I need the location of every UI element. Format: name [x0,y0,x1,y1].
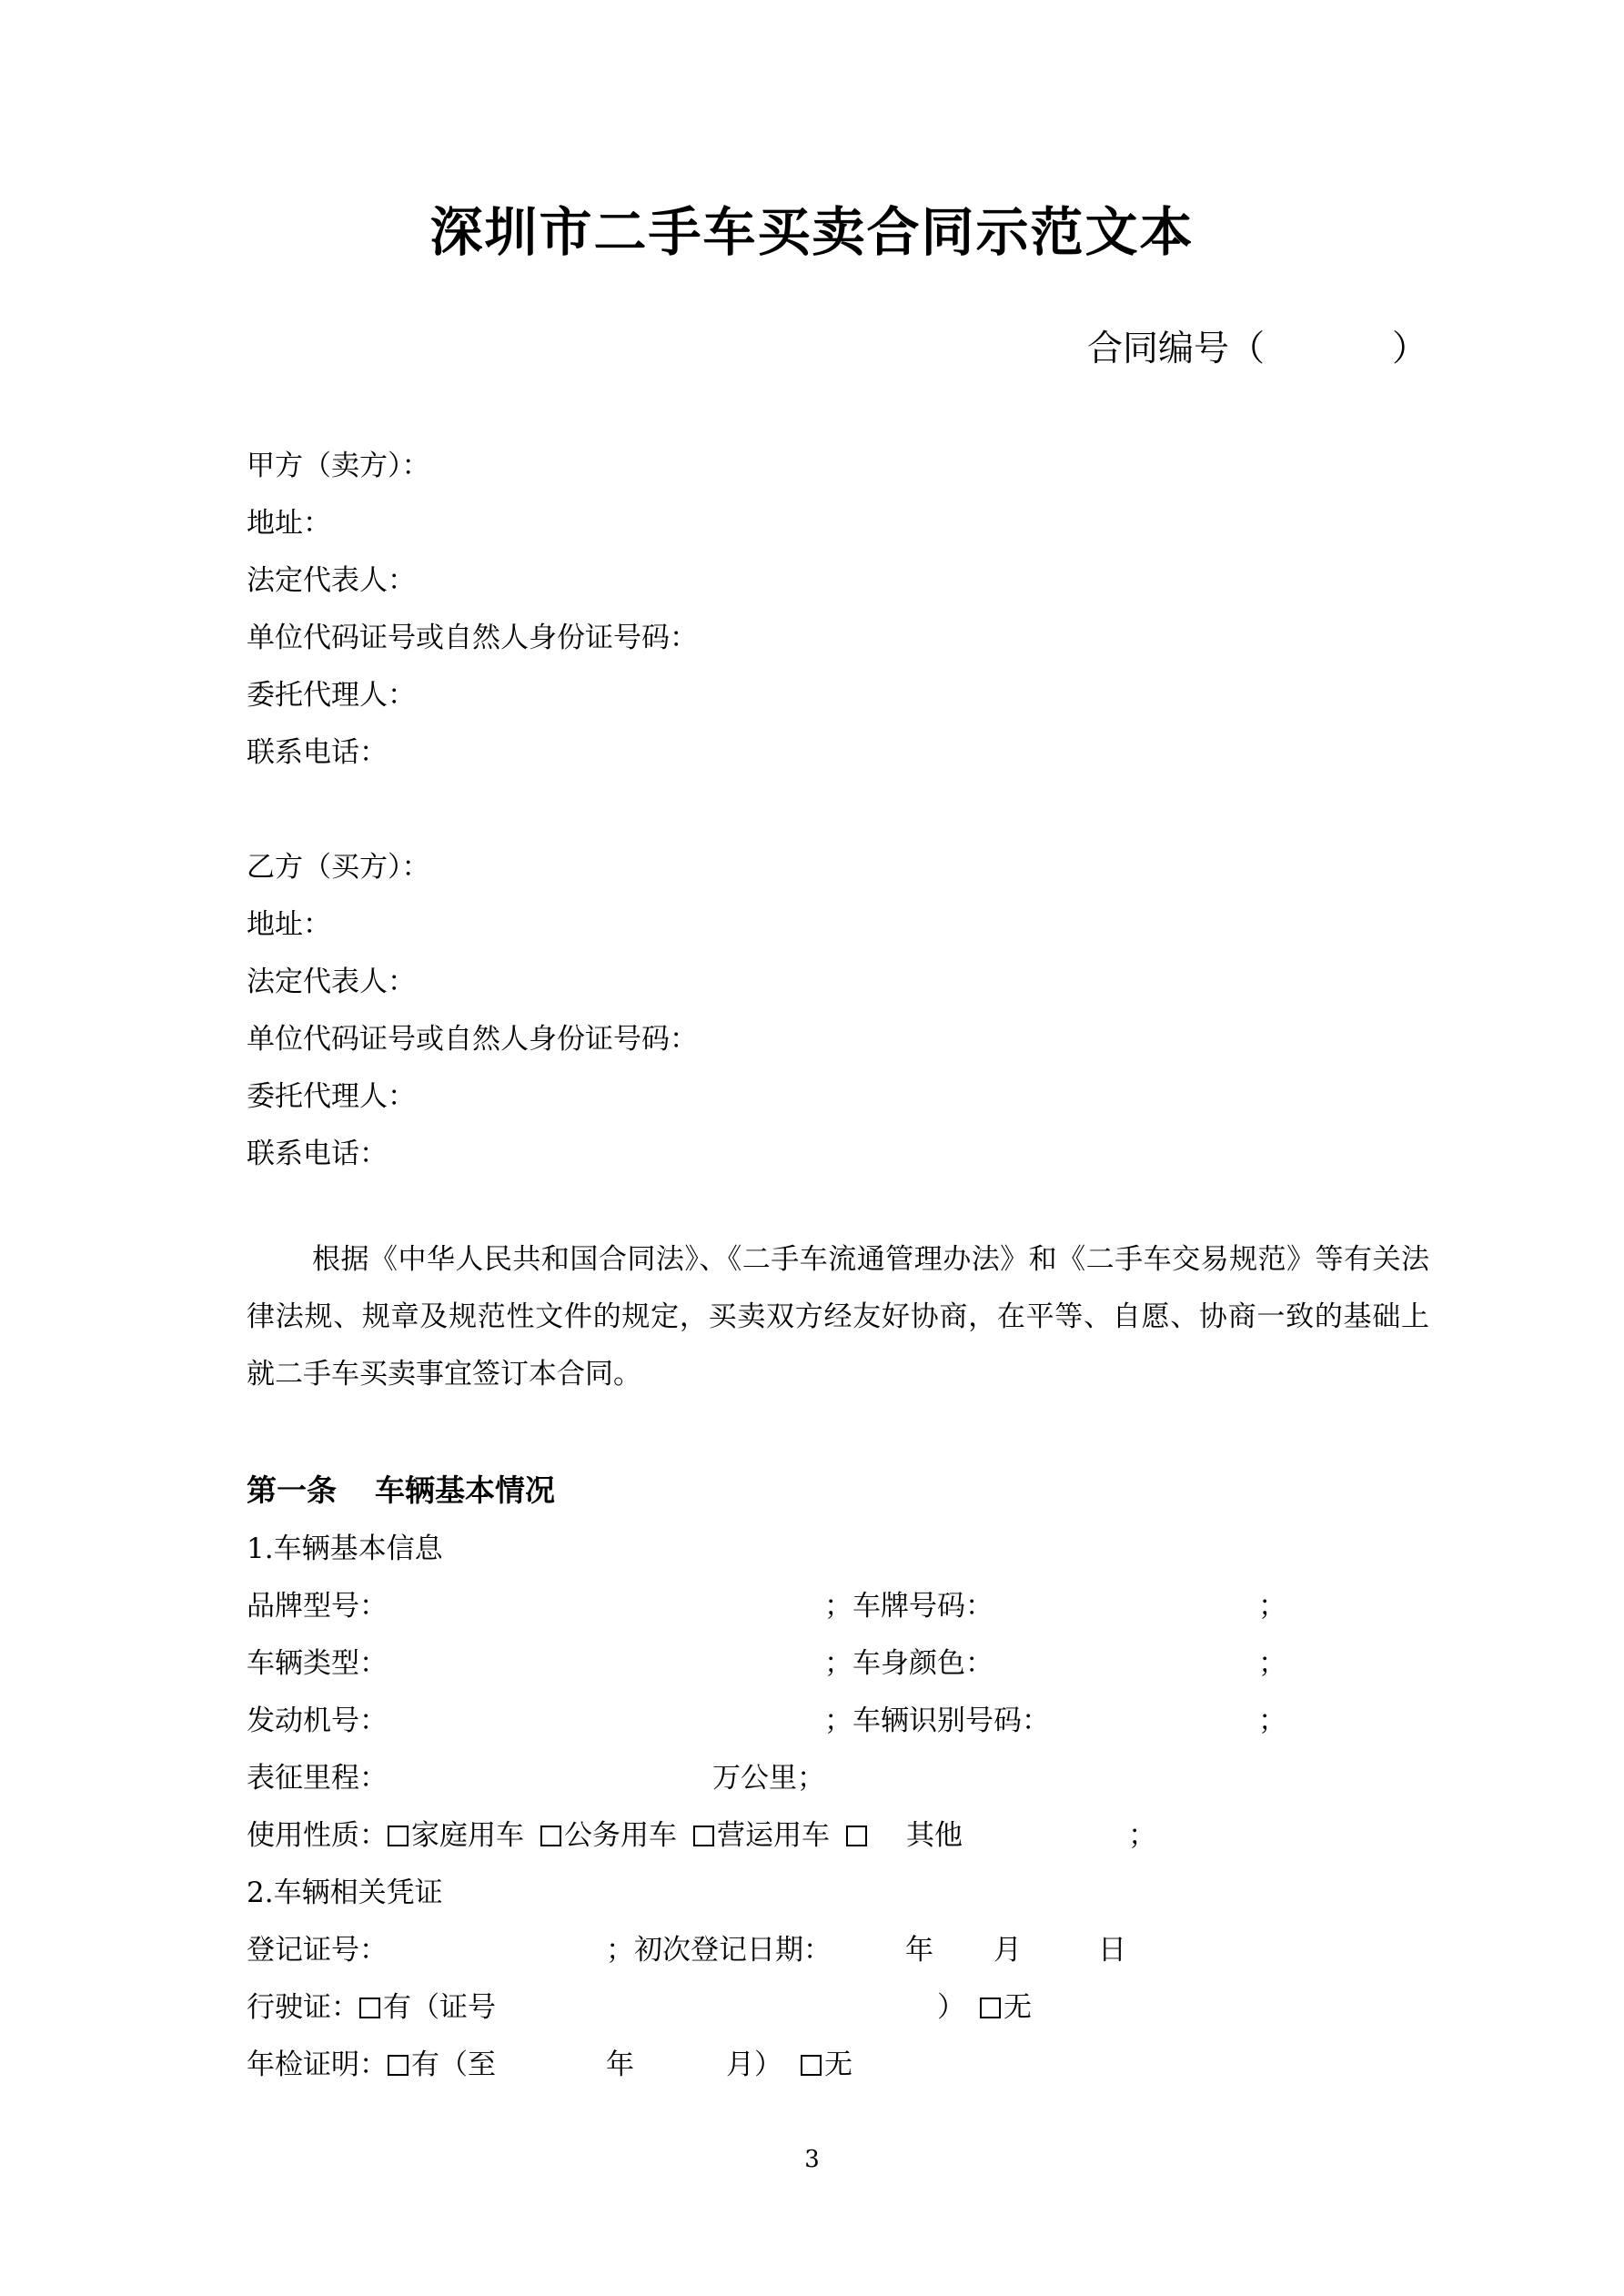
usage-option-other: 其他 [906,1819,963,1852]
day-label: 日 [1098,1934,1126,1967]
driving-license-row [247,1984,496,2025]
section-1-title: 车辆基本情况 [375,1472,555,1508]
party-b-heading: 乙方（买方）： [247,851,430,884]
inspection-none: 无 [824,2048,852,2081]
section-1-number: 第一条 [247,1472,337,1508]
party-a-phone: 联系电话： [247,736,388,769]
checkbox-other[interactable] [846,1826,867,1846]
vehicle-type-label: 车辆类型： [247,1647,388,1680]
license-none: 无 [1004,1991,1032,2024]
inspection-year: 年 [606,2048,634,2081]
contract-number-label: 合同编号（ [1087,329,1266,369]
usage-label: 使用性质： [247,1819,388,1852]
driving-license-label: 行驶证： [247,1991,359,2024]
checkbox-official[interactable] [540,1826,561,1846]
party-a-address: 地址： [247,507,331,540]
contract-number [1087,320,1427,371]
party-b-address: 地址： [247,908,331,941]
party-a-id-no: 单位代码证号或自然人身份证号码： [247,622,698,654]
usage-option-commercial: 营运用车 [717,1819,830,1852]
checkbox-family[interactable] [388,1826,409,1846]
preamble-paragraph: 根据《中华人民共和国合同法》、《二手车流通管理办法》和《二手车交易规范》等有关法律法规、规章及规范性文件的规定，买卖双方经友好协商，在平等、自愿、协商一致的基础上就二手车买卖事宜签订本合同。 [247,1243,1429,1391]
party-b-phone: 联系电话： [247,1138,388,1170]
body-color-label: ；车身颜色： [824,1647,994,1680]
brand-model-label: 品牌型号： [247,1590,388,1623]
subsection-vehicle-info: 1.车辆基本信息 [247,1532,443,1565]
month-label: 月 [994,1934,1022,1967]
page-number: 3 [804,2146,820,2173]
checkbox-inspection-no[interactable] [801,2055,822,2076]
mileage-unit: 万公里； [712,1762,825,1795]
inspection-label: 年检证明： [247,2048,388,2081]
party-b-id-no: 单位代码证号或自然人身份证号码： [247,1023,698,1056]
usage-option-family: 家庭用车 [411,1819,524,1852]
section-1-heading [247,1467,555,1510]
checkbox-license-yes[interactable] [359,1998,380,2018]
inspection-none-row [801,2041,852,2082]
inspection-month-close: 月） [726,2048,782,2081]
first-registration-date-label: ；初次登记日期： [606,1934,832,1967]
year-label: 年 [905,1934,933,1967]
semicolon: ； [1258,1647,1286,1680]
contract-number-close: ） [1392,329,1428,369]
semicolon: ； [1258,1590,1286,1623]
registration-number-label: 登记证号： [247,1934,388,1967]
vin-label: ；车辆识别号码： [824,1704,1050,1737]
inspection-has-until: 有（至 [411,2048,496,2081]
party-b-legal-rep: 法定代表人： [247,966,416,998]
subsection-vehicle-documents: 2.车辆相关凭证 [247,1876,443,1909]
semicolon: ； [1258,1704,1286,1737]
engine-number-label: 发动机号： [247,1704,388,1737]
usage-end-semicolon: ； [1128,1819,1156,1852]
license-none-row [980,1984,1032,2025]
plate-number-label: ；车牌号码： [824,1590,994,1623]
checkbox-commercial[interactable] [693,1826,714,1846]
checkbox-license-no[interactable] [980,1998,1001,2018]
party-b-agent: 委托代理人： [247,1080,416,1113]
checkbox-inspection-yes[interactable] [388,2055,409,2076]
usage-row [247,1812,963,1853]
license-has-number: 有（证号 [383,1991,496,2024]
party-a-legal-rep: 法定代表人： [247,564,416,597]
document-title: 深圳市二手车买卖合同示范文本 [429,201,1195,263]
usage-option-official: 公务用车 [564,1819,677,1852]
mileage-label: 表征里程： [247,1762,388,1795]
inspection-row [247,2041,496,2082]
party-a-heading: 甲方（卖方）： [247,450,430,482]
party-a-agent: 委托代理人： [247,679,416,712]
license-close-paren: ） [937,1991,965,2024]
